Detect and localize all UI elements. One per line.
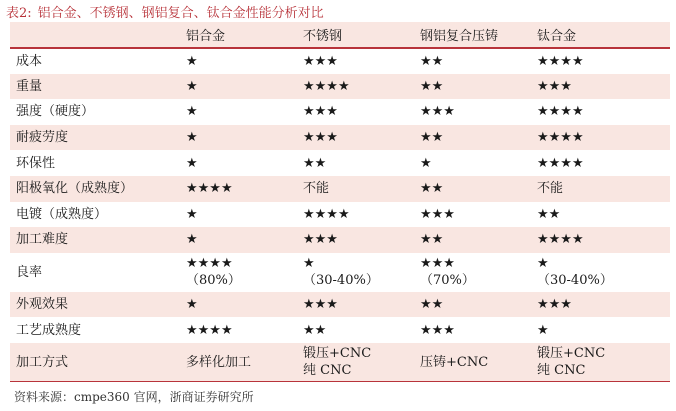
table-cell bbox=[297, 99, 414, 125]
cell-line: ★★★ bbox=[537, 78, 572, 94]
cell-line: （80%） bbox=[186, 273, 241, 289]
table-cell bbox=[180, 74, 297, 100]
table-row bbox=[10, 74, 670, 100]
cell-line: ★★★ bbox=[420, 104, 455, 120]
cell-line: ★ bbox=[186, 155, 198, 171]
table-cell bbox=[531, 202, 670, 228]
cell-line: 不能 bbox=[537, 181, 564, 197]
row-label: 阳极氧化（成熟度） bbox=[16, 181, 134, 197]
table-cell bbox=[531, 99, 670, 125]
row-label: 良率 bbox=[16, 264, 43, 280]
cell-line: ★ bbox=[420, 155, 432, 171]
cell-line: ★★★★ bbox=[537, 53, 584, 69]
row-label: 重量 bbox=[16, 78, 43, 94]
header-cell-aluminum: 铝合金 bbox=[186, 29, 226, 44]
cell-line: ★ bbox=[186, 78, 198, 94]
table-cell bbox=[531, 150, 670, 176]
cell-line: ★★ bbox=[420, 297, 444, 313]
table-cell bbox=[414, 253, 531, 292]
cell-line: ★★★ bbox=[303, 297, 338, 313]
cell-line: ★★★ bbox=[420, 256, 455, 272]
cell-line: ★ bbox=[186, 297, 198, 313]
table-cell bbox=[414, 74, 531, 100]
cell-line: ★★★ bbox=[303, 104, 338, 120]
row-label: 电镀（成熟度） bbox=[16, 206, 108, 222]
cell-line: ★★★ bbox=[537, 297, 572, 313]
header-row bbox=[10, 22, 670, 48]
table-cell bbox=[414, 176, 531, 202]
table-body bbox=[10, 48, 670, 382]
table-cell bbox=[531, 74, 670, 100]
cell-line: ★★★★ bbox=[186, 322, 233, 338]
cell-line: 锻压+CNC bbox=[303, 346, 372, 362]
cell-line: 纯 CNC bbox=[537, 363, 586, 379]
table-cell bbox=[531, 176, 670, 202]
cell-line: ★ bbox=[186, 130, 198, 146]
cell-line: ★★ bbox=[420, 53, 444, 69]
cell-line: ★★★★ bbox=[537, 155, 584, 171]
table-row bbox=[10, 176, 670, 202]
table-cell bbox=[297, 317, 414, 343]
table-row bbox=[10, 48, 670, 74]
table-cell bbox=[297, 176, 414, 202]
cell-line: ★★★ bbox=[303, 53, 338, 69]
header-cell-blank bbox=[10, 22, 180, 48]
table-cell bbox=[297, 202, 414, 228]
row-label: 环保性 bbox=[16, 155, 56, 171]
table-row bbox=[10, 99, 670, 125]
table-cell bbox=[414, 227, 531, 253]
header-cell-titanium: 钛合金 bbox=[537, 29, 577, 44]
cell-line: ★★ bbox=[420, 181, 444, 197]
table-cell bbox=[414, 99, 531, 125]
table-cell bbox=[297, 227, 414, 253]
cell-line: ★ bbox=[186, 232, 198, 248]
table-cell bbox=[180, 253, 297, 292]
cell-line: ★ bbox=[186, 206, 198, 222]
table-caption bbox=[6, 2, 324, 21]
table-row bbox=[10, 253, 670, 292]
cell-line: ★★ bbox=[303, 322, 327, 338]
cell-line: ★ bbox=[537, 322, 549, 338]
cell-line: ★★★ bbox=[303, 130, 338, 146]
cell-line: ★★★★ bbox=[537, 130, 584, 146]
cell-line: ★ bbox=[537, 256, 549, 272]
table-cell bbox=[180, 150, 297, 176]
row-label: 加工难度 bbox=[16, 232, 69, 248]
table-cell bbox=[180, 317, 297, 343]
cell-line: ★ bbox=[186, 104, 198, 120]
table-cell bbox=[297, 343, 414, 382]
table-cell bbox=[297, 292, 414, 318]
table-cell bbox=[180, 99, 297, 125]
table-cell bbox=[180, 292, 297, 318]
cell-line: 纯 CNC bbox=[303, 363, 352, 379]
row-label: 外观效果 bbox=[16, 297, 69, 313]
cell-line: ★★★ bbox=[420, 322, 455, 338]
cell-line: 压铸+CNC bbox=[420, 354, 489, 370]
cell-line: 不能 bbox=[303, 181, 330, 197]
cell-line: ★★ bbox=[420, 78, 444, 94]
source-note: 资料来源：cmpe360 官网，浙商证券研究所 bbox=[14, 390, 254, 404]
cell-line: （30-40%） bbox=[303, 273, 379, 289]
cell-line: ★★ bbox=[303, 155, 327, 171]
table-cell bbox=[531, 343, 670, 382]
table-number: 表2: bbox=[6, 6, 32, 21]
table-row bbox=[10, 292, 670, 318]
table-cell bbox=[414, 292, 531, 318]
row-label: 耐疲劳度 bbox=[16, 130, 69, 146]
cell-line: ★ bbox=[303, 256, 315, 272]
cell-line: ★★★★ bbox=[186, 181, 233, 197]
table-cell bbox=[180, 176, 297, 202]
table-cell bbox=[180, 227, 297, 253]
table-cell bbox=[414, 125, 531, 151]
table-row bbox=[10, 125, 670, 151]
cell-line: ★★★★ bbox=[537, 104, 584, 120]
cell-line: ★★★★ bbox=[303, 78, 350, 94]
table-cell bbox=[180, 125, 297, 151]
cell-line: ★★★ bbox=[420, 206, 455, 222]
row-label: 工艺成熟度 bbox=[16, 322, 82, 338]
table-cell bbox=[531, 253, 670, 292]
table-title: 铝合金、不锈钢、钢铝复合、钛合金性能分析对比 bbox=[37, 6, 324, 21]
table-cell bbox=[414, 317, 531, 343]
table-row bbox=[10, 202, 670, 228]
row-label: 加工方式 bbox=[16, 354, 69, 370]
table-cell bbox=[297, 74, 414, 100]
cell-line: ★★ bbox=[420, 232, 444, 248]
cell-line: （70%） bbox=[420, 273, 475, 289]
cell-line: 多样化加工 bbox=[186, 354, 252, 370]
table-cell bbox=[531, 48, 670, 74]
cell-line: 锻压+CNC bbox=[537, 346, 606, 362]
cell-line: ★★★★ bbox=[303, 206, 350, 222]
table-row bbox=[10, 227, 670, 253]
comparison-table bbox=[10, 22, 670, 382]
table-cell bbox=[531, 292, 670, 318]
row-label: 强度（硬度） bbox=[16, 104, 95, 120]
cell-line: ★★★★ bbox=[537, 232, 584, 248]
cell-line: ★★★ bbox=[303, 232, 338, 248]
cell-line: ★★ bbox=[420, 130, 444, 146]
table-row bbox=[10, 343, 670, 382]
table-cell bbox=[531, 125, 670, 151]
table-row bbox=[10, 150, 670, 176]
cell-line: ★★★★ bbox=[186, 256, 233, 272]
table-cell bbox=[180, 202, 297, 228]
table-cell bbox=[414, 343, 531, 382]
table-cell bbox=[297, 125, 414, 151]
cell-line: （30-40%） bbox=[537, 273, 613, 289]
table-cell bbox=[414, 150, 531, 176]
table-cell bbox=[180, 48, 297, 74]
table-cell bbox=[297, 253, 414, 292]
table-cell bbox=[414, 48, 531, 74]
table-row bbox=[10, 317, 670, 343]
table-cell bbox=[531, 317, 670, 343]
header-cell-stainless-steel: 不锈钢 bbox=[303, 29, 343, 44]
cell-line: ★ bbox=[186, 53, 198, 69]
table-cell bbox=[414, 202, 531, 228]
table-cell bbox=[531, 227, 670, 253]
header-cell-steel-aluminum: 钢铝复合压铸 bbox=[420, 29, 499, 44]
row-label: 成本 bbox=[16, 53, 43, 69]
table-cell bbox=[297, 150, 414, 176]
cell-line: ★★ bbox=[537, 206, 561, 222]
table-cell bbox=[297, 48, 414, 74]
table-cell bbox=[180, 343, 297, 382]
